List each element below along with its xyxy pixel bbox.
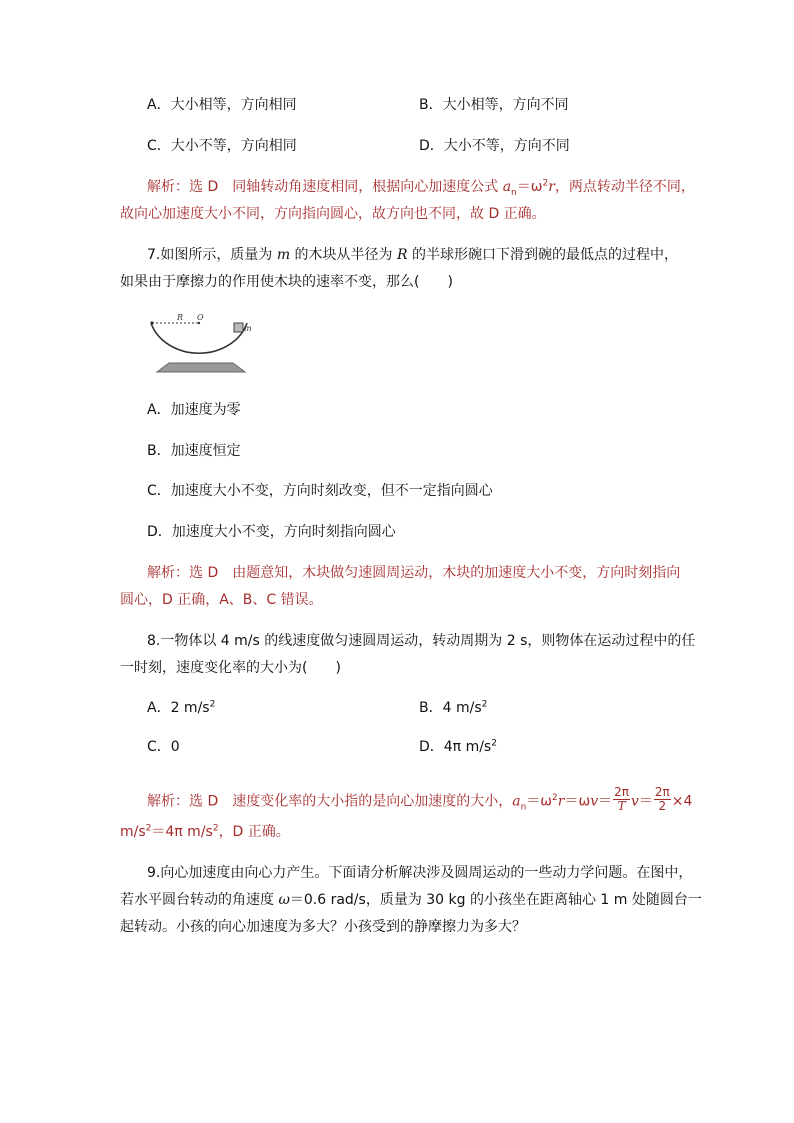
fraction-2pi-over-T: $\frac{2\pi}{T}$ — [614, 785, 629, 813]
q8-analysis-line-1: 解析：选 D 速度变化率的大小指的是向心加速度的大小，$a_n=\omega^2r=\omega v=$ $\frac{2\pi}{T}$ v＝ $\frac{2\pi}{2}$ ×4 — [147, 785, 693, 813]
q7-analysis-line-1: 解析：选 D 由题意知，木块做匀速圆周运动，木块的加速度大小不变，方向时刻指向 — [147, 565, 681, 581]
q9-line-1: 9.向心加速度由向心力产生。下面请分析解决涉及圆周运动的一些动力学问题。在图中， — [147, 865, 693, 881]
q9-line-3: 起转动。小孩的向心加速度为多大？小孩受到的静摩擦力为多大？ — [120, 919, 526, 935]
q7-stem-line-1: 7.如图所示，质量为 m 的木块从半径为 R 的半球形碗口下滑到碗的最低点的过程中， — [147, 247, 678, 263]
q7-stem-line-2: 如果由于摩擦力的作用使木块的速率不变，那么( ) — [120, 274, 453, 290]
center-point — [198, 322, 200, 324]
bowl-arc — [151, 323, 247, 353]
label-O: O — [197, 313, 204, 322]
label-R: R — [177, 313, 184, 322]
q6-option-c[interactable]: C．大小不等，方向相同 — [147, 138, 297, 154]
q8-option-a[interactable]: A．2 $m/s^2$ — [147, 699, 216, 716]
q8-stem-line-2: 一时刻，速度变化率的大小为( ) — [120, 660, 341, 676]
q8-option-b[interactable]: B．4 $m/s^2$ — [419, 699, 488, 716]
label-m: m — [244, 324, 252, 333]
q6-analysis-line-2: 故向心加速度大小不同，方向指向圆心，故方向也不同，故 D 正确。 — [120, 206, 546, 222]
bowl-stand — [157, 363, 245, 372]
q6-option-b[interactable]: B．大小相等，方向不同 — [419, 97, 569, 113]
rim-point — [150, 321, 153, 324]
hemisphere-bowl-figure — [143, 308, 263, 380]
q7-option-c[interactable]: C．加速度大小不变，方向时刻改变，但不一定指向圆心 — [147, 483, 493, 499]
q9-line-2: 若水平圆台转动的角速度 ω＝0.6 rad/s，质量为 30 kg 的小孩坐在距离轴心 1 m 处随圆台一 — [120, 892, 702, 908]
q6-option-d[interactable]: D．大小不等，方向不同 — [419, 138, 570, 154]
q7-analysis-line-2: 圆心，D 正确，A、B、C 错误。 — [120, 592, 323, 608]
q8-option-c[interactable]: C．0 — [147, 739, 180, 755]
q8-option-d[interactable]: D．4π $m/s^2$ — [419, 738, 497, 755]
q6-analysis-line-1: 解析：选 D 同轴转动角速度相同，根据向心加速度公式 $a_n=\omega^2r$，两点转动半径不同， — [147, 178, 695, 198]
q7-option-a[interactable]: A．加速度为零 — [147, 402, 241, 418]
fraction-2pi-over-2: $\frac{2\pi}{2}$ — [654, 785, 670, 813]
q8-analysis-line-2: $m/s^2=4\pi$ $m/s^2$，D 正确。 — [120, 823, 290, 840]
q7-option-d[interactable]: D．加速度大小不变，方向时刻指向圆心 — [147, 524, 396, 540]
q6-option-a[interactable]: A．大小相等，方向相同 — [147, 97, 297, 113]
q7-option-b[interactable]: B．加速度恒定 — [147, 443, 241, 459]
block-m — [234, 323, 243, 332]
q8-stem-line-1: 8.一物体以 4 m/s 的线速度做匀速圆周运动，转动周期为 2 s，则物体在运动过程中的任 — [147, 633, 696, 649]
